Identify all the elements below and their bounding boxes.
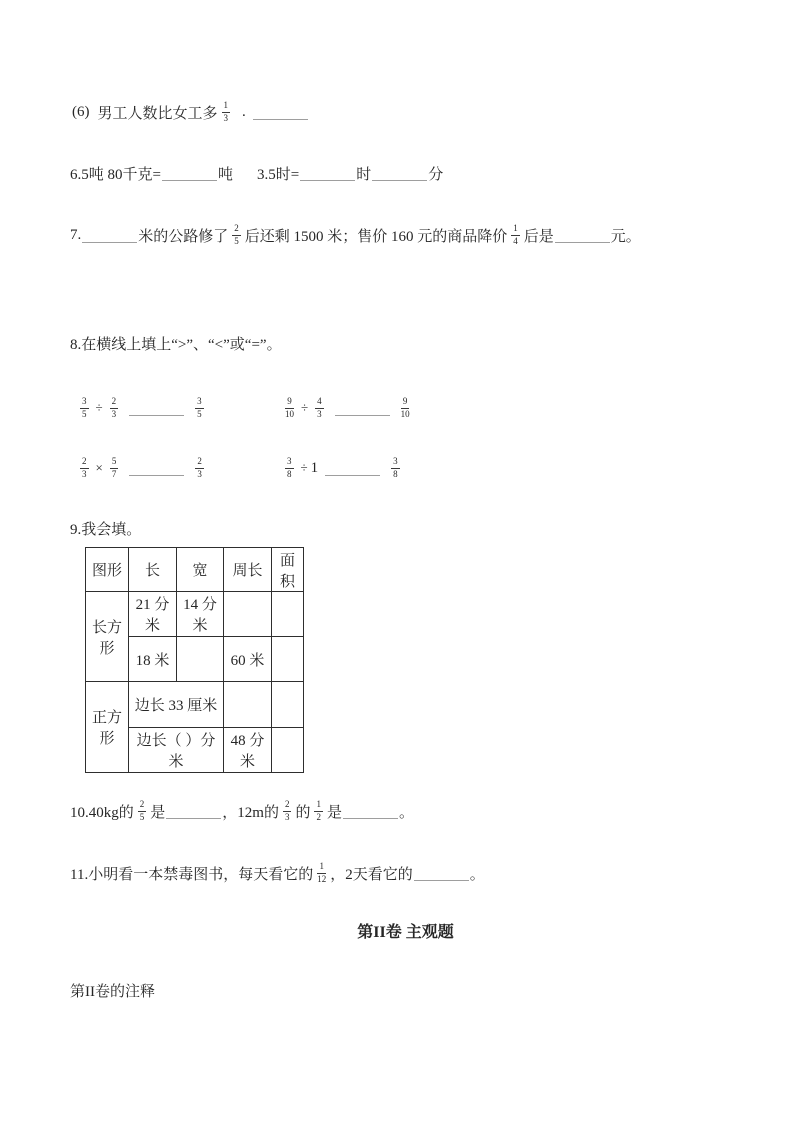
fraction-denominator: 5: [197, 409, 202, 419]
fraction-numerator: 2: [283, 800, 292, 812]
table-cell-rectangle: 长方形: [86, 592, 129, 682]
fraction-numerator: 1: [314, 800, 323, 812]
fraction-numerator: 2: [232, 224, 241, 236]
q7-number: 7.: [70, 226, 82, 243]
fraction-denominator: 5: [82, 409, 87, 419]
question-7: [70, 219, 641, 251]
fraction-numerator: 3: [80, 397, 89, 409]
fraction-2-3: [80, 457, 89, 479]
comparison-2: [281, 390, 414, 426]
question-9-label: [70, 519, 141, 537]
q6-unit3: 分: [428, 166, 444, 183]
q11-text1: 11.小明看一本禁毒图书，每天看它的: [70, 866, 314, 883]
fraction-9-10: [285, 397, 294, 419]
fraction-denominator: 8: [393, 469, 398, 479]
q6-text2: 3.5时=: [256, 166, 300, 183]
answer-blank: [166, 803, 221, 819]
fraction-2-3: [283, 800, 292, 822]
fraction-denominator: 3: [223, 113, 229, 123]
fraction-numerator: 3: [285, 457, 294, 469]
table-cell-perimeter: 48 分米: [224, 728, 272, 773]
table-header-length: 长: [129, 548, 177, 592]
answer-blank: [253, 104, 308, 120]
fraction-numerator: 2: [138, 800, 147, 812]
fraction-2-5: [138, 800, 147, 822]
fraction-5-7: [110, 457, 119, 479]
fraction-denominator: 4: [513, 236, 518, 246]
fraction-3-5: [195, 397, 204, 419]
table-header-perimeter: 周长: [224, 548, 272, 592]
divide-operator: ÷: [95, 400, 103, 415]
q10-text1: 10.40kg的: [70, 804, 134, 821]
table-header-row: [86, 548, 304, 592]
answer-blank: [82, 227, 137, 243]
fraction-numerator: 2: [110, 397, 119, 409]
fraction-denominator: 3: [197, 469, 202, 479]
table-cell-length: 21 分米: [129, 592, 177, 637]
table-cell-perimeter: 60 米: [224, 637, 272, 682]
q6-unit1: 吨: [217, 166, 233, 183]
fraction-numerator: 2: [195, 457, 204, 469]
fraction-numerator: 9: [401, 397, 410, 409]
comparison-3: [76, 450, 208, 486]
fraction-denominator: 3: [82, 469, 87, 479]
fraction-denominator: 12: [317, 874, 327, 884]
question-11: [70, 857, 485, 889]
answer-blank: [343, 803, 398, 819]
fraction-denominator: 10: [285, 409, 294, 419]
question-10: [70, 794, 414, 828]
q8-text: 8.在横线上填上“>”、“<”或“=”。: [70, 336, 282, 353]
fraction-denominator: 2: [316, 812, 321, 822]
section-2-title: [9, 919, 793, 941]
q10-text2: 是: [150, 804, 166, 821]
divide-operator: ÷: [301, 400, 309, 415]
q7-text3: 后是: [523, 228, 554, 245]
fraction-denominator: 3: [284, 812, 290, 822]
table-row: [86, 682, 304, 728]
table-cell-empty: [224, 682, 272, 728]
fraction-4-3: [315, 397, 324, 419]
fraction-1-2: [314, 800, 323, 822]
number-one: 1: [310, 459, 319, 476]
item6-period: .: [242, 103, 246, 120]
fraction-2-3: [195, 457, 204, 479]
fraction-9-10: [401, 397, 410, 419]
section-note-text: 第II卷的注释: [70, 983, 155, 1000]
table-cell-empty: [272, 637, 304, 682]
section-2-note: [70, 981, 155, 999]
divide-operator: ÷: [300, 460, 308, 475]
table-cell-side-length: 边长（ ）分米: [129, 728, 224, 773]
q11-text2: ，2天看它的: [330, 866, 413, 883]
question-9-table: [85, 547, 304, 773]
fraction-1-3: [222, 101, 231, 123]
fraction-denominator: 3: [317, 409, 322, 419]
question-8: [70, 334, 282, 352]
q9-label: 9.我会填。: [70, 521, 142, 538]
q10-text6: 。: [398, 804, 414, 821]
answer-blank: [300, 165, 355, 181]
fraction-numerator: 3: [195, 397, 204, 409]
comparison-4: [281, 450, 404, 486]
table-cell-side-length: 边长 33 厘米: [129, 682, 224, 728]
fraction-3-8: [391, 457, 400, 479]
section-title-text: 第II卷 主观题: [357, 923, 454, 941]
comparison-1: [76, 390, 208, 426]
table-cell-empty: [272, 682, 304, 728]
table-cell-empty: [177, 637, 224, 682]
table-header-width: 宽: [177, 548, 224, 592]
q10-text3: ，12m的: [222, 804, 279, 821]
fraction-numerator: 9: [285, 397, 294, 409]
q10-text4: 的: [295, 804, 311, 821]
fraction-numerator: 1: [222, 101, 231, 113]
fraction-2-3: [110, 397, 119, 419]
q6-unit2: 时: [356, 166, 372, 183]
fraction-3-8: [285, 457, 294, 479]
table-row: [86, 592, 304, 637]
q7-text2: 后还剩 1500 米；售价 160 元的商品降价: [244, 228, 508, 245]
item6-text: 男工人数比女工多: [97, 105, 218, 122]
fraction-denominator: 8: [287, 469, 292, 479]
table-cell-empty: [272, 728, 304, 773]
fraction-numerator: 4: [315, 397, 324, 409]
fraction-denominator: 7: [111, 469, 117, 479]
answer-blank: [335, 400, 390, 416]
fraction-numerator: 3: [391, 457, 400, 469]
fraction-2-5: [232, 224, 241, 246]
table-cell-square: 正方形: [86, 682, 129, 773]
answer-blank: [129, 400, 184, 416]
table-header-area: 面积: [272, 548, 304, 592]
q11-text3: 。: [469, 866, 485, 883]
answer-blank: [555, 227, 610, 243]
answer-blank: [129, 460, 184, 476]
answer-blank: [414, 865, 469, 881]
question5-item6: [72, 96, 309, 128]
table-cell-length: 18 米: [129, 637, 177, 682]
answer-blank: [372, 165, 427, 181]
fraction-numerator: 1: [511, 224, 520, 236]
fraction-3-5: [80, 397, 89, 419]
fraction-denominator: 5: [139, 812, 145, 822]
fraction-numerator: 1: [317, 862, 326, 874]
q6-text1: 6.5吨 80千克=: [70, 166, 161, 183]
q7-text4: 元。: [610, 228, 641, 245]
table-cell-width: 14 分米: [177, 592, 224, 637]
fraction-1-4: [511, 224, 520, 246]
multiply-operator: ×: [95, 460, 103, 475]
q10-text5: 是: [326, 804, 342, 821]
fraction-denominator: 5: [234, 236, 239, 246]
fraction-numerator: 5: [110, 457, 119, 469]
table-cell-empty: [224, 592, 272, 637]
q7-text1: 米的公路修了: [138, 228, 229, 245]
table-header-shape: 图形: [86, 548, 129, 592]
fraction-denominator: 10: [400, 409, 410, 419]
fraction-1-12: [317, 862, 326, 884]
question-6: [70, 164, 443, 182]
table-cell-empty: [272, 592, 304, 637]
fraction-denominator: 3: [111, 409, 117, 419]
item6-number: (6): [72, 103, 90, 120]
answer-blank: [325, 460, 380, 476]
answer-blank: [162, 165, 217, 181]
fraction-numerator: 2: [80, 457, 89, 469]
